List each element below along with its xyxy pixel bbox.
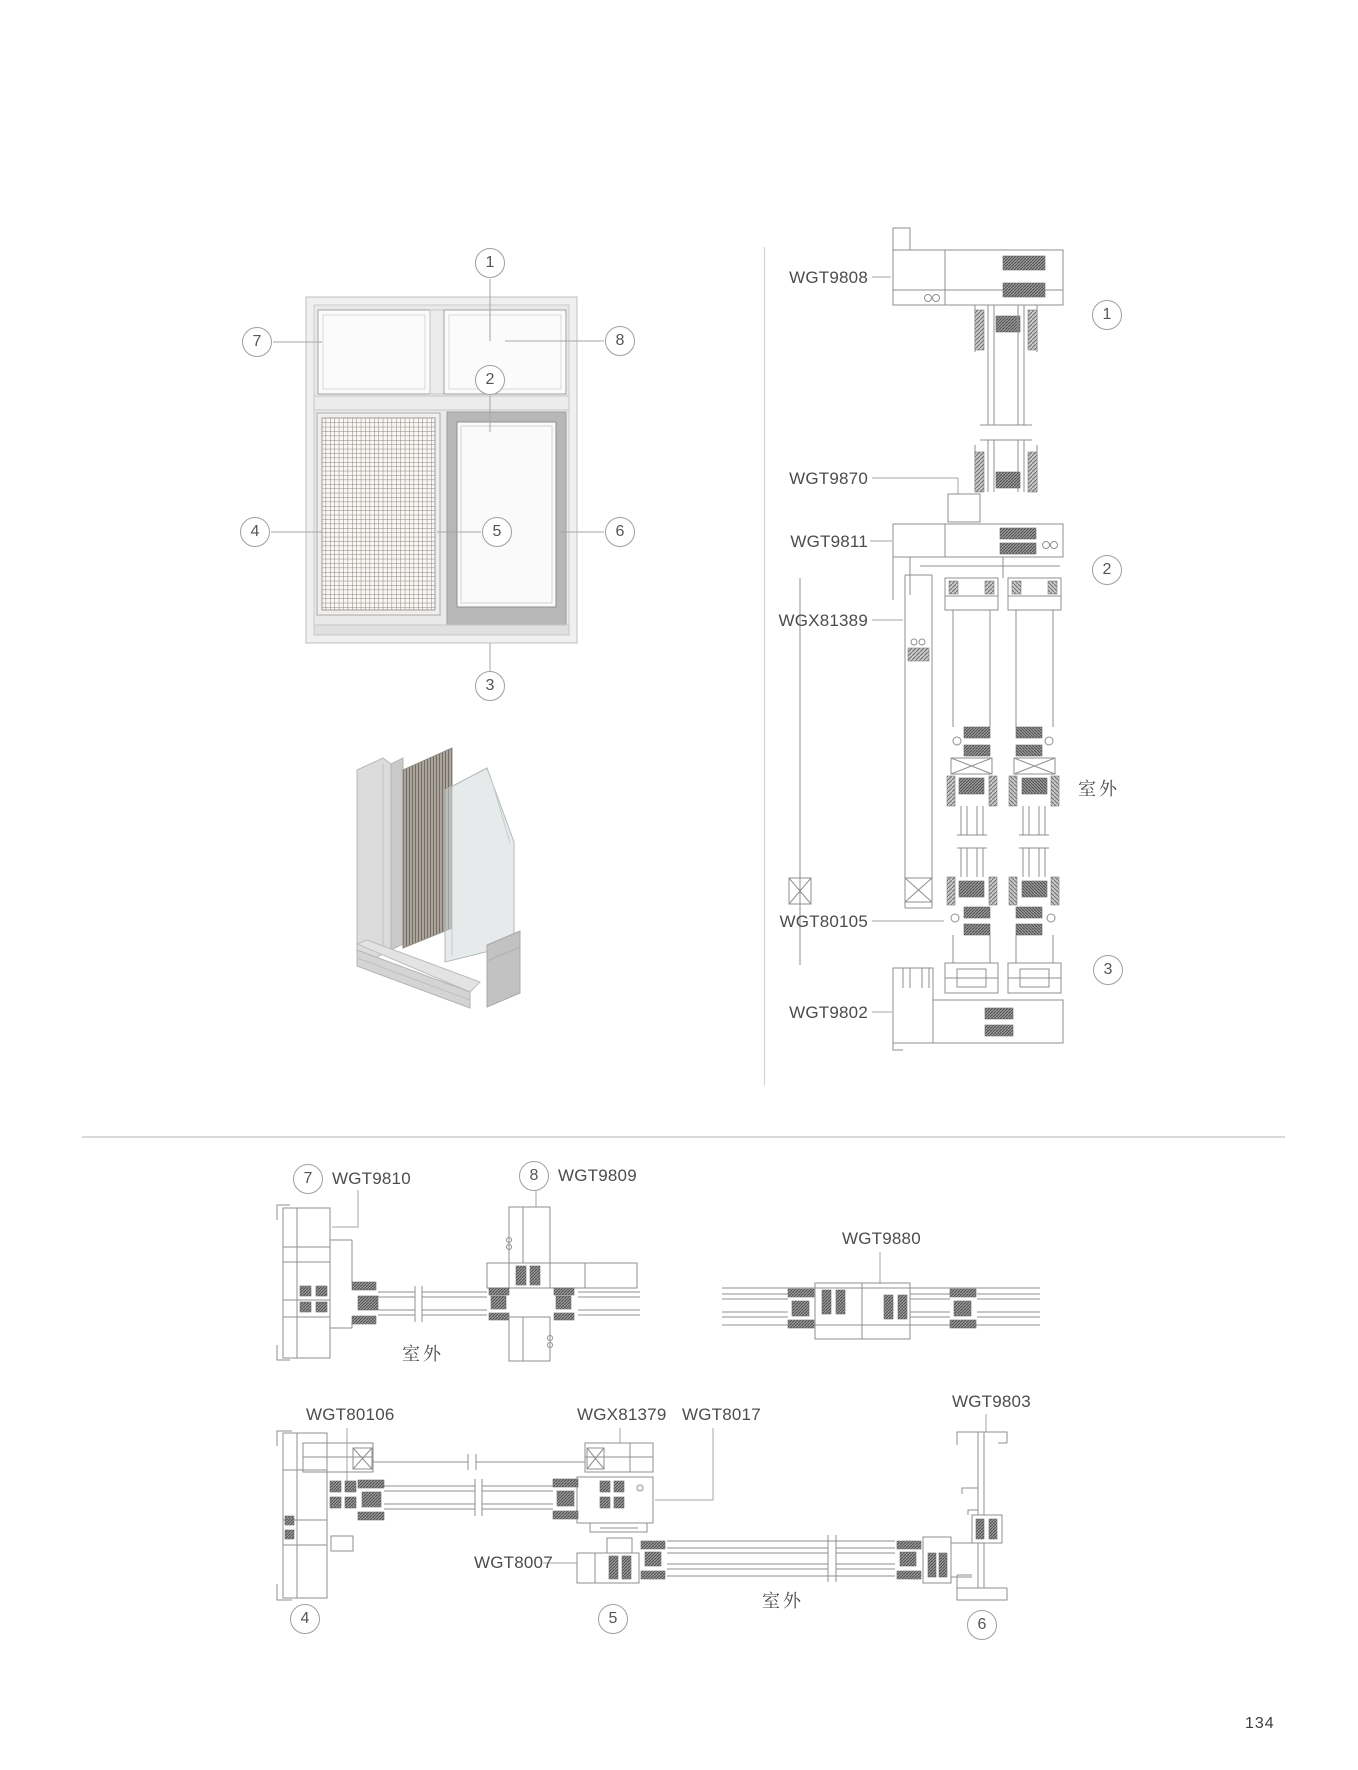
label-sill: WGT9802 — [789, 1003, 868, 1022]
callout-detail-8: 8 — [519, 1161, 549, 1191]
label-screen-frame-b: WGX81379 — [577, 1405, 667, 1424]
callout-section-3: 3 — [1093, 955, 1123, 985]
label-left-jamb-a: WGT9810 — [332, 1169, 411, 1188]
detail8-mullion — [487, 1207, 637, 1361]
callout-detail-6: 6 — [967, 1610, 997, 1640]
detail4-jamb — [277, 1431, 585, 1600]
head-frame-profile — [893, 228, 1063, 305]
sill-profile — [893, 968, 1063, 1050]
callout-elevation-1: 1 — [475, 248, 505, 278]
callout-elevation-7: 7 — [242, 327, 272, 357]
detail5-interlock — [553, 1443, 665, 1583]
label-mullion: WGT9809 — [558, 1166, 637, 1185]
label-sash-bottom: WGT8007 — [474, 1553, 553, 1572]
callout-detail-7: 7 — [293, 1164, 323, 1194]
horizontal-section-a — [277, 1190, 1040, 1361]
callout-elevation-2: 2 — [475, 365, 505, 395]
screen-frame-profile — [789, 575, 932, 965]
elevation-drawing — [271, 279, 604, 671]
coupler-drawing — [722, 1283, 1040, 1339]
outdoor-label-right: 室外 — [1078, 779, 1120, 799]
label-left-jamb-b: WGT80106 — [306, 1405, 395, 1424]
callout-section-2: 2 — [1092, 555, 1122, 585]
meeting-profile — [948, 494, 980, 522]
callout-elevation-3: 3 — [475, 671, 505, 701]
detail6-jamb — [897, 1432, 1007, 1600]
horizontal-section-b — [277, 1414, 1007, 1600]
label-head-frame: WGT9808 — [789, 268, 868, 287]
outdoor-label-a: 室外 — [402, 1344, 444, 1364]
outdoor-label-b: 室外 — [762, 1591, 804, 1611]
label-interlock-b: WGT8017 — [682, 1405, 761, 1424]
callout-detail-4: 4 — [290, 1604, 320, 1634]
label-coupler: WGT9880 — [842, 1229, 921, 1248]
transom-profile — [893, 524, 1063, 600]
detail5-6-glazing — [667, 1535, 895, 1582]
profile-3d-illustration — [357, 748, 520, 1008]
callout-elevation-4: 4 — [240, 517, 270, 547]
label-transom: WGT9811 — [790, 532, 868, 551]
label-interlock: WGT80105 — [779, 912, 868, 931]
fixed-glazing-upper — [975, 305, 1037, 492]
callout-elevation-8: 8 — [605, 326, 635, 356]
label-meeting: WGT9870 — [789, 469, 868, 488]
label-right-jamb: WGT9803 — [952, 1392, 1031, 1411]
detail7-jamb — [277, 1205, 378, 1360]
callout-elevation-5: 5 — [482, 517, 512, 547]
callout-elevation-6: 6 — [605, 517, 635, 547]
sliding-sash-column — [945, 578, 998, 993]
callout-section-1: 1 — [1092, 300, 1122, 330]
label-screen-frame: WGX81389 — [778, 611, 868, 630]
page-number: 134 — [1245, 1715, 1275, 1732]
callout-detail-5: 5 — [598, 1604, 628, 1634]
detail4-5-glazing — [384, 1479, 553, 1516]
